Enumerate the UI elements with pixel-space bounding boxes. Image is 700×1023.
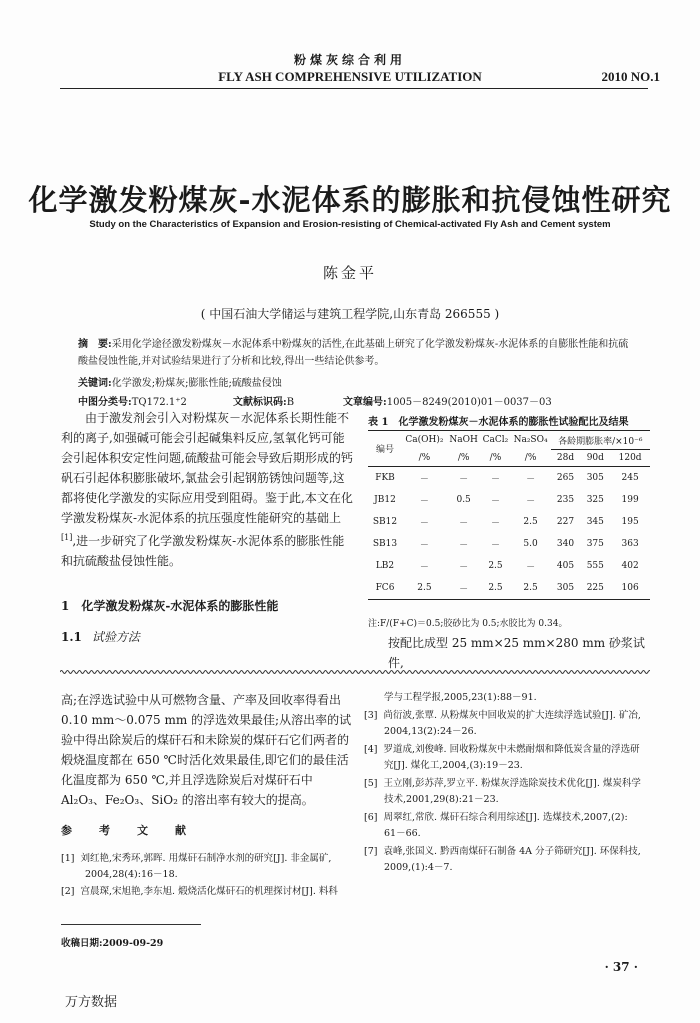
reference-item — [364, 741, 640, 758]
cell: 363 — [621, 539, 639, 549]
journal-title-en: FLY ASH COMPREHENSIVE UTILIZATION — [218, 69, 482, 84]
keywords — [78, 374, 282, 389]
cell: － — [419, 562, 429, 573]
col-reagent-header: Na₂SO₄ — [511, 431, 551, 450]
author: 陈金平 — [322, 264, 377, 282]
cell: － — [419, 496, 429, 507]
reference-continuation: 学与工程学报,2005,23(1):88－91. — [384, 692, 537, 703]
article-title-en: Study on the Characteristics of Expansion and Erosion-resisting of Chemical-activated Fly Ash and Cement system — [89, 219, 611, 230]
article-no-value: 1005－8249(2010)01－0037－03 — [386, 397, 552, 408]
cell: 375 — [586, 539, 604, 549]
cell: 2.5 — [480, 577, 510, 600]
cell: 405 — [556, 561, 575, 571]
col-unit: /% — [511, 450, 551, 467]
continued-paragraph: 高;在浮选试验中从可燃物含量、产率及回收率得看出 0.10 mm～0.075 mm 的浮选效果最佳;从溶出率的试验中得出除炭后的煤矸石和未除炭的煤矸石它们两者的煅烧温度都在 650 ℃时活化效果最佳,即它们的最佳活化温度都为 650 ℃,并且浮选除炭后对煤矸石中 Al₂O₃、Fe₂O₃、SiO₂ 的溶出率有较大的提高。 — [61, 693, 352, 807]
col-reagent-header: Ca(OH)₂ — [402, 431, 447, 450]
cell: 555 — [586, 561, 604, 571]
cell: 265 — [556, 473, 575, 483]
cell: 2.5 — [402, 577, 447, 600]
keywords-label: 关键词: — [78, 378, 112, 389]
reference-line: 究[J]. 煤化工,2004,(3):19－23. — [384, 760, 523, 771]
section-1-1-title: 试验方法 — [91, 630, 140, 644]
page-number: · 37 · — [604, 960, 638, 974]
col-age: 28d — [551, 450, 581, 467]
table-subheader-row — [368, 450, 650, 467]
col-unit: /% — [480, 450, 510, 467]
row-id: SB12 — [372, 517, 398, 527]
row-id: JB12 — [374, 495, 396, 505]
reference-item — [364, 809, 628, 826]
cell: 345 — [586, 517, 604, 527]
row-id: FC6 — [368, 577, 402, 600]
table-row — [368, 533, 650, 555]
cell: － — [459, 540, 469, 551]
article-title: 化学激发粉煤灰-水泥体系的膨胀和抗侵蚀性研究 — [28, 183, 672, 217]
cell: 305 — [551, 577, 581, 600]
cell: － — [526, 474, 536, 485]
ref-number: [5] — [364, 778, 378, 789]
table-caption: 表 1 化学激发粉煤灰－水泥体系的膨胀性试验配比及结果 — [368, 417, 629, 428]
cell: － — [490, 540, 500, 551]
intro-tail: ,进一步研究了化学激发粉煤灰-水泥体系的膨胀性能和抗硫酸盐侵蚀性能。 — [61, 534, 345, 568]
row-id: SB13 — [372, 539, 398, 549]
ref-line: 袁峰,张国义. 黔西南煤矸石制备 4A 分子筛研究[J]. 环保科技, — [383, 846, 641, 857]
cell: 5.0 — [523, 539, 538, 549]
table-note: 注:F/(F+C)＝0.5;胶砂比为 0.5;水胶比为 0.34。 — [368, 619, 568, 629]
received-date: 收稿日期:2009-09-29 — [61, 938, 164, 949]
cell: 305 — [586, 473, 604, 483]
cell: 225 — [580, 577, 610, 600]
cell: 402 — [621, 561, 639, 571]
cell: － — [490, 518, 500, 529]
col-age: 120d — [610, 450, 650, 467]
cell: 0.5 — [456, 495, 471, 505]
cell: － — [419, 540, 429, 551]
cell: － — [526, 496, 536, 507]
abstract-label: 摘 要: — [78, 339, 112, 350]
reference-item — [364, 775, 641, 792]
reference-line: 2004,13(2):24－26. — [384, 726, 477, 737]
col-age: 90d — [580, 450, 610, 467]
cell: － — [526, 562, 536, 573]
ref-number: [3] — [364, 710, 378, 721]
cell: 2.5 — [523, 517, 538, 527]
cell: 235 — [556, 495, 575, 505]
article-no-label: 文章编号: — [343, 397, 387, 408]
ref-number: [1] — [61, 853, 75, 864]
ref-line: 罗道成,刘俊峰. 回收粉煤灰中未燃耐烟和降低炭含量的浮选研 — [383, 744, 640, 755]
ref-line: 王立刚,彭苏萍,罗立平. 粉煤灰浮选除炭技术优化[J]. 煤炭科学 — [383, 778, 641, 789]
col-unit: /% — [402, 450, 447, 467]
cell: － — [419, 518, 429, 529]
table-row — [368, 577, 650, 600]
cell: 227 — [556, 517, 575, 527]
reference-line: 2004,28(4):16－18. — [85, 869, 178, 880]
cell: 325 — [586, 495, 604, 505]
cell: － — [490, 474, 500, 485]
clc-value: TQ172.1⁺2 — [131, 397, 187, 408]
reference-item — [364, 707, 641, 724]
cell: － — [459, 518, 469, 529]
footnote-rule — [61, 924, 201, 925]
clc-field — [78, 393, 187, 408]
cell: 195 — [621, 517, 639, 527]
doc-code-label: 文献标识码: — [233, 397, 287, 408]
references-heading: 参 考 文 献 — [61, 824, 194, 837]
cell: － — [459, 562, 469, 573]
journal-title-cn: 粉煤灰综合利用 — [293, 53, 406, 67]
ref-number: [4] — [364, 744, 378, 755]
cell: 340 — [556, 539, 575, 549]
table-row — [368, 489, 650, 511]
cell: 2.5 — [488, 561, 503, 571]
cell: 106 — [610, 577, 650, 600]
citation: [1] — [61, 533, 73, 542]
cell: － — [419, 474, 429, 485]
cell: 245 — [621, 473, 639, 483]
keywords-text: 化学激发;粉煤灰;膨胀性能;硫酸盐侵蚀 — [111, 378, 282, 389]
ref-number: [2] — [61, 886, 75, 897]
reference-item — [364, 843, 641, 860]
cell: 2.5 — [511, 577, 551, 600]
table-row — [368, 555, 650, 577]
reference-item — [61, 883, 338, 900]
col-id-header: 编号 — [368, 431, 402, 467]
col-expansion-header: 各龄期膨胀率/×10⁻⁶ — [551, 431, 650, 450]
affiliation: ( 中国石油大学储运与建筑工程学院,山东青岛 266555 ) — [200, 307, 500, 321]
issue-number: 2010 NO.1 — [601, 69, 660, 84]
intro-paragraph — [61, 408, 353, 571]
abstract — [78, 336, 630, 370]
row-id: LB2 — [375, 561, 395, 571]
section-1-1-number: 1.1 — [61, 630, 82, 644]
reference-line: 技术,2001,29(8):21－23. — [384, 794, 499, 805]
table-row — [368, 511, 650, 533]
doc-code-field — [233, 393, 294, 408]
table-header-row — [368, 431, 650, 450]
header-rule — [60, 88, 648, 89]
abstract-text: 采用化学途径激发粉煤灰－水泥体系中粉煤灰的活性,在此基础上研究了化学激发粉煤灰-水泥体系的自膨胀性能和抗硫酸盐侵蚀性能,并对试验结果进行了分析和比较,得出一些结论供参考。 — [78, 339, 629, 367]
clc-label: 中图分类号: — [78, 397, 132, 408]
row-id: FKB — [375, 473, 395, 483]
wavy-separator — [60, 668, 650, 676]
col-reagent-header: NaOH — [447, 431, 481, 450]
ref-number: [7] — [364, 846, 378, 857]
reference-line: 61－66. — [384, 828, 421, 839]
cell: － — [447, 577, 481, 600]
ref-line: 尚衍波,张覃. 从粉煤灰中回收炭的扩大连续浮选试验[J]. 矿冶, — [383, 710, 641, 721]
ref-number: [6] — [364, 812, 378, 823]
method-paragraph: 按配比成型 25 mm×25 mm×280 mm 砂浆试件, — [388, 636, 645, 670]
col-reagent-header: CaCl₂ — [480, 431, 510, 450]
ref-line: 宫晨琛,宋旭艳,李东旭. 煅烧活化煤矸石的机理探讨材[J]. 料科 — [80, 886, 338, 897]
ref-line: 刘红艳,宋秀环,郭晖. 用煤矸石制净水剂的研究[J]. 非金属矿, — [80, 853, 332, 864]
cell: － — [490, 496, 500, 507]
reference-line: 2009,(1):4－7. — [384, 862, 453, 873]
intro-text: 由于激发剂会引入对粉煤灰－水泥体系长期性能不利的离子,如强碱可能会引起碱集料反应,氢氧化钙可能会引起体积安定性问题,硫酸盐可能会导致后期形成的钙矾石引起体积膨胀破坏,氯盐会引起钢筋锈蚀问题等,这都将使化学激发的实际应用受到阻碍。鉴于此,本文在化学激发粉煤灰-水泥体系的抗压强度性能研究的基础上 — [61, 411, 353, 525]
cell: 199 — [621, 495, 639, 505]
reference-item — [61, 850, 331, 867]
section-heading-1-1 — [61, 628, 140, 645]
article-no-field — [343, 393, 552, 408]
table-row — [368, 467, 650, 490]
table-1 — [368, 430, 650, 600]
wanfang-footer: 万方数据 — [65, 995, 118, 1010]
cell: － — [459, 474, 469, 485]
doc-code-value: B — [286, 397, 295, 408]
section-heading-1: 1 化学激发粉煤灰-水泥体系的膨胀性能 — [61, 599, 279, 613]
col-unit: /% — [447, 450, 481, 467]
ref-line: 周翠红,常欣. 煤矸石综合利用综述[J]. 选煤技术,2007,(2): — [383, 812, 628, 823]
